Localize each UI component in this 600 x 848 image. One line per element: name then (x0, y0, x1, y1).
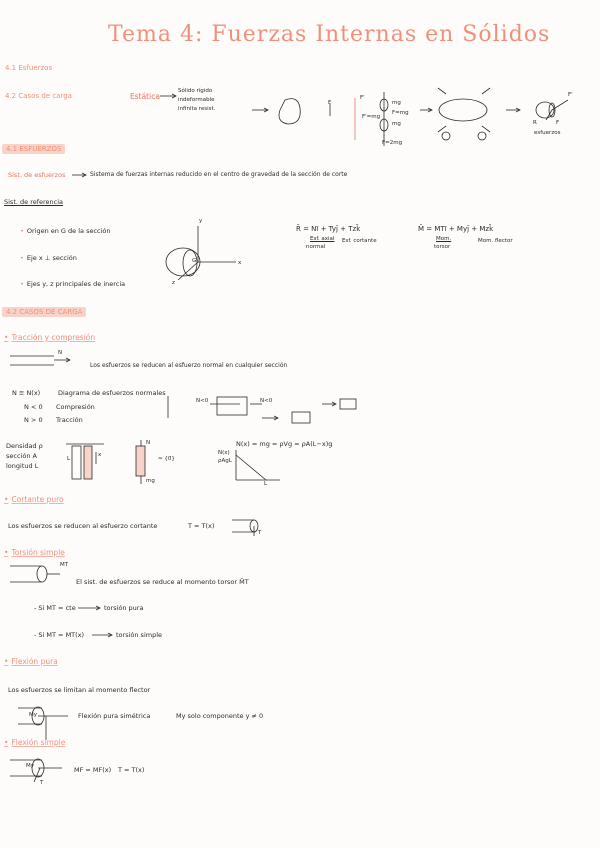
eq-resultant: R̄ = Nī + Tyj̄ + Tzk̄ (296, 225, 361, 233)
fig-label-f-mg: F=mg (392, 110, 409, 116)
traccion-title: • Tracción y compresión (4, 333, 95, 342)
traccion-n-right: N<0 (260, 398, 273, 404)
nx-formula: N(x) = mg = ρVg = ρA(L−x)g (236, 440, 333, 448)
fig-label-esfuerzos: esfuerzos (534, 130, 561, 136)
torsion-title: • Torsión simple (4, 548, 65, 557)
ref-bullet-3: • Ejes y, z principales de inercia (20, 280, 125, 288)
traccion-desc: Los esfuerzos se reducen al esfuerzo normal en cualquier sección (90, 362, 288, 369)
axis-g: G (192, 258, 197, 264)
torsion-case-1-lbl: torsión pura (104, 604, 144, 612)
ref-bullet-2: • Eje x ⊥ sección (20, 254, 77, 262)
sist-esfuerzos-label: Sist. de esfuerzos (8, 171, 66, 179)
fig-label-mg-1: mg (392, 100, 401, 106)
cortante-fig-t: T (258, 530, 262, 536)
toc-4-2: 4.2 Casos de carga (5, 92, 72, 100)
section-header-4-2: 4.2 CASOS DE CARGA (2, 307, 86, 317)
estatica-label: Estática (130, 92, 160, 101)
eq-moment-torsor: torsor (434, 244, 451, 250)
eq-moment: M̄ = MTī + Myj̄ + Mzk̄ (418, 225, 494, 233)
densidad-3: longitud L (6, 462, 39, 470)
estatica-desc-1: Sólido rígido (178, 88, 213, 94)
traccion-neg-lbl: Compresión (56, 403, 95, 411)
traccion-diag: Diagrama de esfuerzos normales (58, 389, 166, 397)
traccion-pos: N > 0 (24, 416, 43, 424)
graph-l: L (264, 481, 268, 487)
traccion-pos-lbl: Tracción (56, 416, 83, 424)
fig-label-fprime: F' (360, 95, 365, 101)
page-title: Tema 4: Fuerzas Internas en Sólidos (108, 22, 551, 47)
cortante-formula: T = T(x) (188, 522, 215, 530)
estatica-desc-3: infinita resist. (178, 106, 216, 112)
eq-resultant-normal: normal (306, 244, 326, 250)
fig-label-f-2: F (556, 120, 560, 126)
density-fig-equiv: ≈ {0̄} (158, 456, 175, 462)
cortante-title: • Cortante puro (4, 495, 64, 504)
graph-rhoagl: ρAgL (218, 458, 232, 464)
cortante-desc: Los esfuerzos se reducen al esfuerzo cortante (8, 522, 158, 530)
eq-resultant-axial: Esf. axial (310, 236, 335, 242)
axis-z: z (172, 280, 175, 286)
flexion-simple-fig-t: T (40, 780, 44, 786)
flexion-pura-desc: Los esfuerzos se limitan al momento flector (8, 686, 151, 694)
density-fig-n: N (146, 440, 151, 446)
density-fig-mg: mg (146, 478, 155, 484)
flexion-simple-fig-m: My (26, 763, 35, 769)
densidad-1: Densidad ρ (6, 442, 43, 450)
torsion-case-1: - Si MT = cte (34, 604, 76, 612)
flexion-pura-note-2: My solo componente y ≠ 0 (176, 712, 264, 720)
fig-label-fprime-mg: F'=mg (362, 114, 381, 120)
ref-bullet-1: • Origen en G de la sección (20, 227, 111, 235)
flexion-simple-title: • Flexión simple (4, 738, 65, 747)
fig-label-f-1: F (328, 100, 332, 106)
flexion-simple-formula-2: T = T(x) (118, 766, 145, 774)
density-fig-l: L (67, 456, 71, 462)
flexion-pura-title: • Flexión pura (4, 657, 58, 666)
flexion-pura-fig-m: My (29, 712, 38, 718)
axis-y: y (199, 218, 203, 224)
densidad-2: sección A (6, 452, 37, 460)
torsion-desc: El sist. de esfuerzos se reduce al momento torsor M̄T (76, 578, 249, 586)
toc-4-1: 4.1 Esfuerzos (5, 64, 53, 72)
traccion-n-left: N<0 (196, 398, 209, 404)
torsion-case-2: - Si MT = MT(x) (34, 631, 85, 639)
fig-label-r: R (533, 120, 537, 126)
density-fig-x: x (98, 452, 102, 458)
torsion-fig-m: MT (60, 562, 69, 568)
traccion-n-eq: N ≡ N(x) (12, 389, 41, 397)
eq-moment-mom: Mom. (436, 236, 452, 242)
eq-resultant-cortante: Esf. cortante (342, 238, 377, 244)
traccion-neg: N < 0 (24, 403, 43, 411)
fig-label-fprime-2: F' (568, 92, 573, 98)
torsion-case-2-lbl: torsión simple (116, 631, 163, 639)
sist-referencia-label: Sist. de referencia (4, 198, 64, 206)
sist-esfuerzos-desc: Sistema de fuerzas internas reducido en el centro de gravedad de la sección de corte (90, 171, 348, 178)
flexion-simple-formula-1: MF = MF(x) (74, 766, 112, 774)
fig-label-mg-2: mg (392, 121, 401, 127)
section-header-4-1: 4.1 ESFUERZOS (2, 144, 65, 154)
graph-nx-label: N(x) (218, 450, 230, 456)
estatica-desc-2: indeformable (178, 97, 215, 103)
fig-label-f-2mg: F=2mg (382, 140, 403, 146)
axis-x: x (238, 260, 242, 266)
eq-moment-flector: Mom. flector (478, 238, 513, 244)
flexion-pura-note-1: Flexión pura simétrica (78, 712, 151, 720)
traccion-fig-n: N (58, 350, 63, 356)
